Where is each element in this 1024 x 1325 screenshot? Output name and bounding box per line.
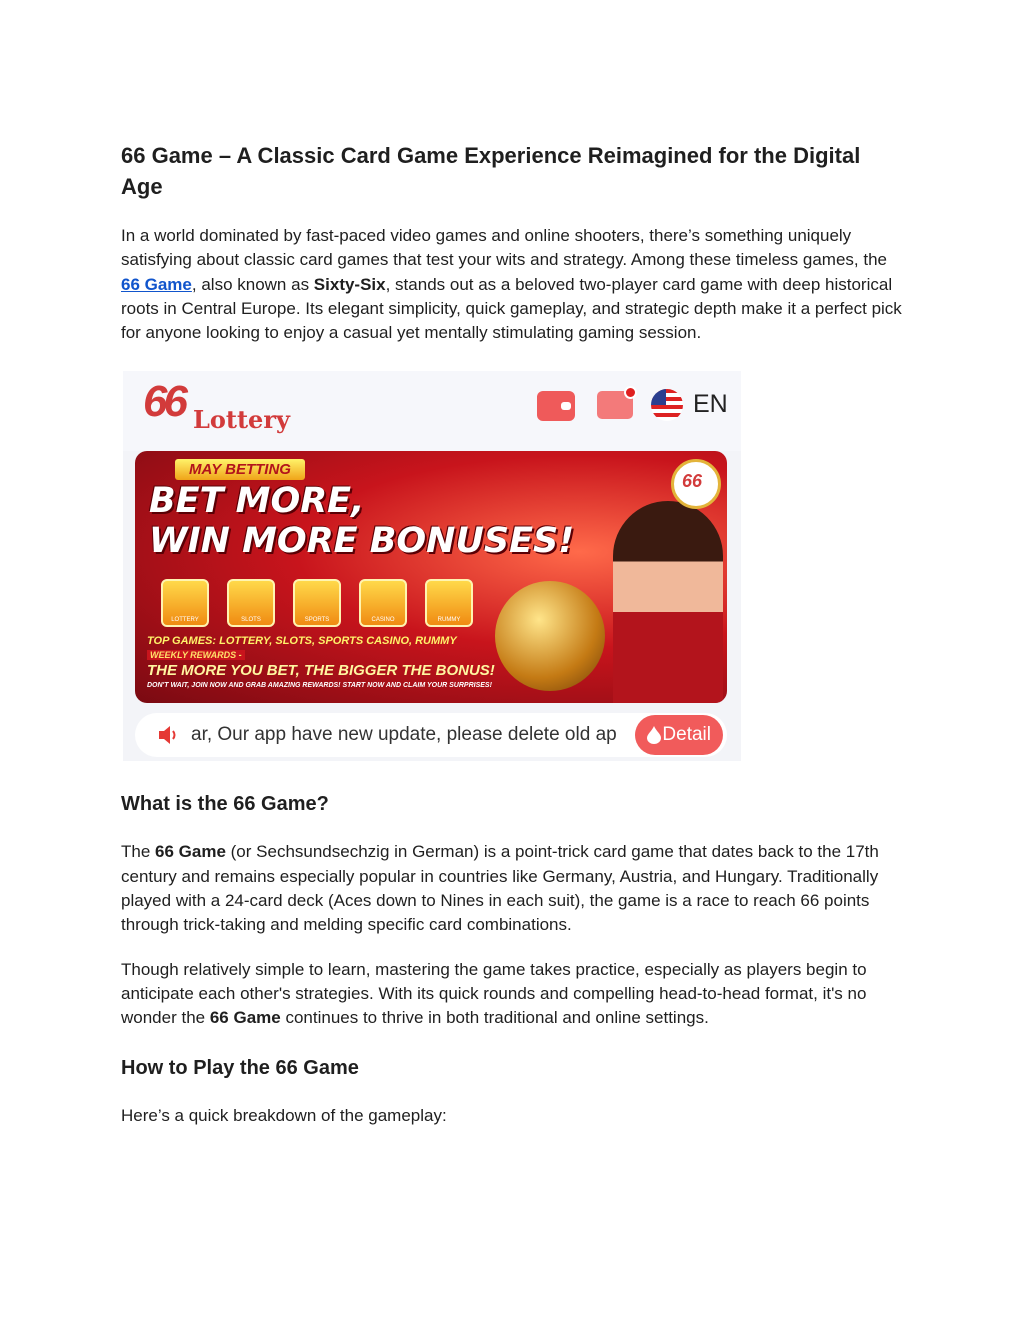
game-tile-icon: [227, 579, 275, 627]
speaker-icon: [157, 725, 179, 745]
app-topbar: [123, 371, 741, 451]
game-tile-icon: [161, 579, 209, 627]
intro-text-2: , also known as: [191, 274, 314, 294]
game-tile-label: LOTTERY: [171, 617, 199, 624]
intro-paragraph: [121, 224, 906, 345]
promo-banner: [135, 451, 727, 703]
what-p1-text-a: The: [121, 842, 156, 862]
game-tile-label: SLOTS: [241, 617, 261, 624]
detail-button[interactable]: [635, 715, 723, 755]
logo-text: Lottery: [193, 405, 290, 435]
banner-tag: MAY BETTING: [175, 459, 305, 480]
banner-promo-line-4: DON'T WAIT, JOIN NOW AND GRAB AMAZING REWARDS! START NOW AND CLAIM YOUR SURPRISES!: [147, 682, 492, 690]
what-p2-text-b: continues to thrive in both traditional and online settings.: [280, 1008, 709, 1028]
what-p1-bold: 66 Game: [155, 842, 226, 862]
drop-icon: [647, 726, 661, 744]
document-page: [121, 140, 911, 1128]
banner-promo-line-1: TOP GAMES: LOTTERY, SLOTS, SPORTS CASINO, RUMMY: [147, 635, 457, 648]
intro-bold-sixty-six: Sixty-Six: [313, 274, 386, 294]
game-tile-icon: [425, 579, 473, 627]
language-label: EN: [693, 390, 728, 419]
section-heading-what: What is the 66 Game?: [121, 793, 329, 816]
detail-button-label: Detail: [662, 724, 711, 746]
what-p2-text-a: Though relatively simple to learn, mastering the game takes practice, especially as players begin to anticipate each other's strategies. With its quick rounds and compelling head-to-head format, it's no wonder the: [121, 959, 867, 1028]
wallet-icon: [537, 391, 575, 421]
what-p1-text-b: (or Sechsundsechzig in German) is a point-trick card game that dates back to the 17th century and remains especially popular in countries like Germany, Austria, and Hungary. Traditionally played with a 24-card deck (Aces down to Nines in each suit), the game is a race to reach 66 points through trick-taking and melding specific card combinations.: [121, 842, 879, 935]
game-tile-icon: [293, 579, 341, 627]
logo-mark: 66: [143, 377, 184, 427]
section-heading-how: How to Play the 66 Game: [121, 1056, 359, 1079]
notice-bar: [135, 713, 727, 757]
what-paragraph-2: [121, 958, 906, 1031]
banner-headline-line-2: WIN MORE BONUSES!: [149, 521, 575, 562]
banner-badge: [671, 459, 721, 509]
app-screenshot-image: [123, 371, 741, 761]
intro-text-3: , stands out as a beloved two-player card game with deep historical roots in Central Europe. Its elegant simplicity, quick gameplay, and strategic depth make it a perfect pick for anyone looking to enjoy a casual yet mentally stimulating gaming session.: [121, 274, 902, 343]
game-tile-label: CASINO: [371, 617, 395, 624]
banner-promo-line-3: THE MORE YOU BET, THE BIGGER THE BONUS!: [147, 662, 495, 680]
what-paragraph-1: [121, 840, 906, 937]
banner-badge-mark: 66: [682, 471, 703, 492]
notice-text: ar, Our app have new update, please delete old ap: [191, 724, 617, 746]
intro-text-1: In a world dominated by fast-paced video games and online shooters, there’s something uniquely satisfying about classic card games that test your wits and strategy. Among these timeless games, the: [121, 226, 887, 270]
what-p2-bold: 66 Game: [209, 1008, 281, 1028]
game-tile-icon: [359, 579, 407, 627]
banner-headline-line-1: BET MORE,: [149, 481, 365, 522]
page-title: 66 Game – A Classic Card Game Experience Reimagined for the Digital Age: [121, 143, 861, 199]
model-illustration: [613, 501, 723, 703]
game-tile-label: RUMMY: [437, 617, 461, 624]
mail-icon: [597, 391, 633, 419]
banner-headline: [149, 481, 669, 561]
us-flag-icon: [651, 389, 683, 421]
treasure-pot-illustration: [495, 581, 605, 691]
how-paragraph-1: Here’s a quick breakdown of the gameplay:: [121, 1105, 447, 1125]
66-game-link[interactable]: 66 Game: [121, 274, 192, 294]
banner-promo-line-2: WEEKLY REWARDS -: [147, 650, 245, 660]
game-tile-label: SPORTS: [304, 617, 330, 624]
